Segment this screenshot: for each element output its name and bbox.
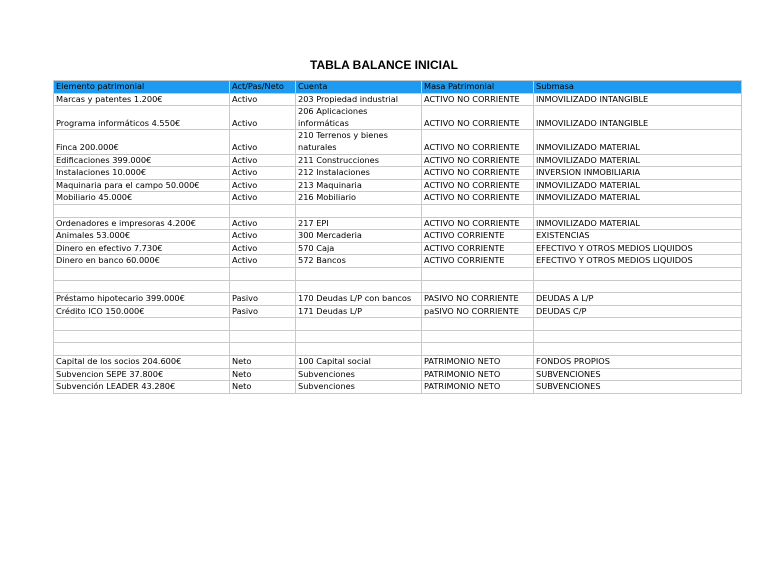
header-cuenta: Cuenta [296,81,422,94]
cell-masa [422,318,534,331]
cell-elemento: Subvención LEADER 43.280€ [54,381,230,394]
cell-elemento: Crédito ICO 150.000€ [54,305,230,318]
cell-elemento: Finca 200.000€ [54,130,230,154]
document-title: TABLA BALANCE INICIAL [310,58,458,72]
cell-masa: ACTIVO NO CORRIENTE [422,154,534,167]
cell-elemento: Animales 53.000€ [54,230,230,243]
cell-tipo: Activo [230,217,296,230]
cell-masa: ACTIVO NO CORRIENTE [422,93,534,106]
cell-elemento [54,318,230,331]
cell-elemento [54,204,230,217]
table-row [54,255,742,268]
cell-cuenta [296,204,422,217]
cell-tipo: Activo [230,93,296,106]
cell-cuenta: 203 Propiedad industrial [296,93,422,106]
cell-elemento: Dinero en banco 60.000€ [54,255,230,268]
cell-submasa [534,330,742,343]
cell-submasa: DEUDAS A L/P [534,293,742,306]
cell-tipo: Activo [230,106,296,130]
table-row [54,280,742,293]
cell-elemento: Dinero en efectivo 7.730€ [54,242,230,255]
cell-masa [422,343,534,356]
header-masa-patrimonial: Masa Patrimonial [422,81,534,94]
cell-cuenta: 100 Capital social [296,356,422,369]
table-row [54,305,742,318]
cell-submasa [534,267,742,280]
cell-submasa: INMOVILIZADO MATERIAL [534,179,742,192]
cell-submasa: EFECTIVO Y OTROS MEDIOS LIQUIDOS [534,242,742,255]
table-row [54,217,742,230]
header-row [54,81,742,94]
cell-tipo: Activo [230,242,296,255]
cell-cuenta [296,280,422,293]
balance-table [53,80,742,394]
cell-elemento: Mobiliario 45.000€ [54,192,230,205]
cell-elemento: Marcas y patentes 1.200€ [54,93,230,106]
cell-elemento: Capital de los socios 204.600€ [54,356,230,369]
cell-cuenta: 570 Caja [296,242,422,255]
cell-elemento: Préstamo hipotecario 399.000€ [54,293,230,306]
cell-submasa: INMOVILIZADO MATERIAL [534,217,742,230]
cell-masa: ACTIVO CORRIENTE [422,255,534,268]
table-row [54,167,742,180]
cell-tipo: Activo [230,167,296,180]
cell-submasa [534,318,742,331]
cell-masa: ACTIVO NO CORRIENTE [422,217,534,230]
cell-masa: PATRIMONIO NETO [422,356,534,369]
table-row [54,368,742,381]
cell-masa: ACTIVO NO CORRIENTE [422,192,534,205]
cell-elemento: Ordenadores e impresoras 4.200€ [54,217,230,230]
cell-tipo: Activo [230,255,296,268]
cell-submasa: DEUDAS C/P [534,305,742,318]
table-row [54,204,742,217]
cell-cuenta [296,330,422,343]
cell-submasa: INMOVILIZADO MATERIAL [534,130,742,154]
cell-masa [422,330,534,343]
header-act-pas-neto: Act/Pas/Neto [230,81,296,94]
cell-cuenta: 572 Bancos [296,255,422,268]
table-row [54,356,742,369]
cell-masa: ACTIVO NO CORRIENTE [422,167,534,180]
table-row [54,293,742,306]
cell-masa: ACTIVO NO CORRIENTE [422,106,534,130]
cell-cuenta [296,343,422,356]
cell-tipo: Activo [230,230,296,243]
table-row [54,318,742,331]
cell-submasa [534,280,742,293]
table-row [54,381,742,394]
cell-submasa: INMOVILIZADO INTANGIBLE [534,93,742,106]
cell-tipo: Activo [230,179,296,192]
cell-tipo: Pasivo [230,293,296,306]
cell-masa: ACTIVO NO CORRIENTE [422,130,534,154]
cell-cuenta: 213 Maquinaria [296,179,422,192]
cell-masa: ACTIVO CORRIENTE [422,242,534,255]
cell-submasa: INVERSION INMOBILIARIA [534,167,742,180]
table-row [54,242,742,255]
cell-cuenta: 300 Mercaderia [296,230,422,243]
cell-cuenta: 206 Aplicaciones informáticas [296,106,422,130]
cell-elemento [54,330,230,343]
cell-submasa: EXISTENCIAS [534,230,742,243]
cell-submasa: FONDOS PROPIOS [534,356,742,369]
cell-tipo: Neto [230,356,296,369]
cell-elemento: Programa informáticos 4.550€ [54,106,230,130]
cell-masa: paSIVO NO CORRIENTE [422,305,534,318]
cell-elemento: Instalaciones 10.000€ [54,167,230,180]
cell-tipo: Neto [230,368,296,381]
cell-tipo [230,343,296,356]
cell-tipo [230,330,296,343]
cell-elemento: Edificaciones 399.000€ [54,154,230,167]
header-submasa: Submasa [534,81,742,94]
cell-submasa: SUBVENCIONES [534,381,742,394]
cell-cuenta: 212 Instalaciones [296,167,422,180]
table-row [54,179,742,192]
cell-cuenta: 217 EPI [296,217,422,230]
cell-tipo [230,267,296,280]
cell-tipo [230,318,296,331]
cell-masa: PATRIMONIO NETO [422,381,534,394]
table-row [54,230,742,243]
table-row [54,130,742,154]
cell-submasa: INMOVILIZADO MATERIAL [534,192,742,205]
cell-tipo: Neto [230,381,296,394]
table-body [54,93,742,393]
cell-masa [422,280,534,293]
cell-cuenta [296,267,422,280]
table-row [54,154,742,167]
cell-submasa: INMOVILIZADO INTANGIBLE [534,106,742,130]
cell-tipo: Pasivo [230,305,296,318]
cell-elemento [54,343,230,356]
cell-submasa: EFECTIVO Y OTROS MEDIOS LIQUIDOS [534,255,742,268]
cell-cuenta: Subvenciones [296,368,422,381]
cell-tipo [230,280,296,293]
header-elemento-patrimonial: Elemento patrimonial [54,81,230,94]
table-row [54,267,742,280]
cell-submasa: INMOVILIZADO MATERIAL [534,154,742,167]
cell-masa: ACTIVO NO CORRIENTE [422,179,534,192]
cell-elemento: Maquinaria para el campo 50.000€ [54,179,230,192]
cell-cuenta: 216 Mobiliario [296,192,422,205]
cell-submasa [534,343,742,356]
cell-submasa [534,204,742,217]
cell-masa [422,267,534,280]
cell-cuenta: 170 Deudas L/P con bancos [296,293,422,306]
cell-cuenta: 211 Construcciones [296,154,422,167]
table-row [54,192,742,205]
table-row [54,330,742,343]
cell-tipo [230,204,296,217]
cell-tipo: Activo [230,154,296,167]
cell-submasa: SUBVENCIONES [534,368,742,381]
cell-tipo: Activo [230,192,296,205]
cell-elemento [54,267,230,280]
cell-masa: PATRIMONIO NETO [422,368,534,381]
cell-tipo: Activo [230,130,296,154]
cell-cuenta [296,318,422,331]
cell-elemento [54,280,230,293]
table-row [54,106,742,130]
table-row [54,93,742,106]
cell-cuenta: 210 Terrenos y bienes naturales [296,130,422,154]
cell-cuenta: 171 Deudas L/P [296,305,422,318]
cell-elemento: Subvencion SEPE 37.800€ [54,368,230,381]
cell-masa: PASIVO NO CORRIENTE [422,293,534,306]
cell-masa: ACTIVO CORRIENTE [422,230,534,243]
table-row [54,343,742,356]
cell-masa [422,204,534,217]
cell-cuenta: Subvenciones [296,381,422,394]
